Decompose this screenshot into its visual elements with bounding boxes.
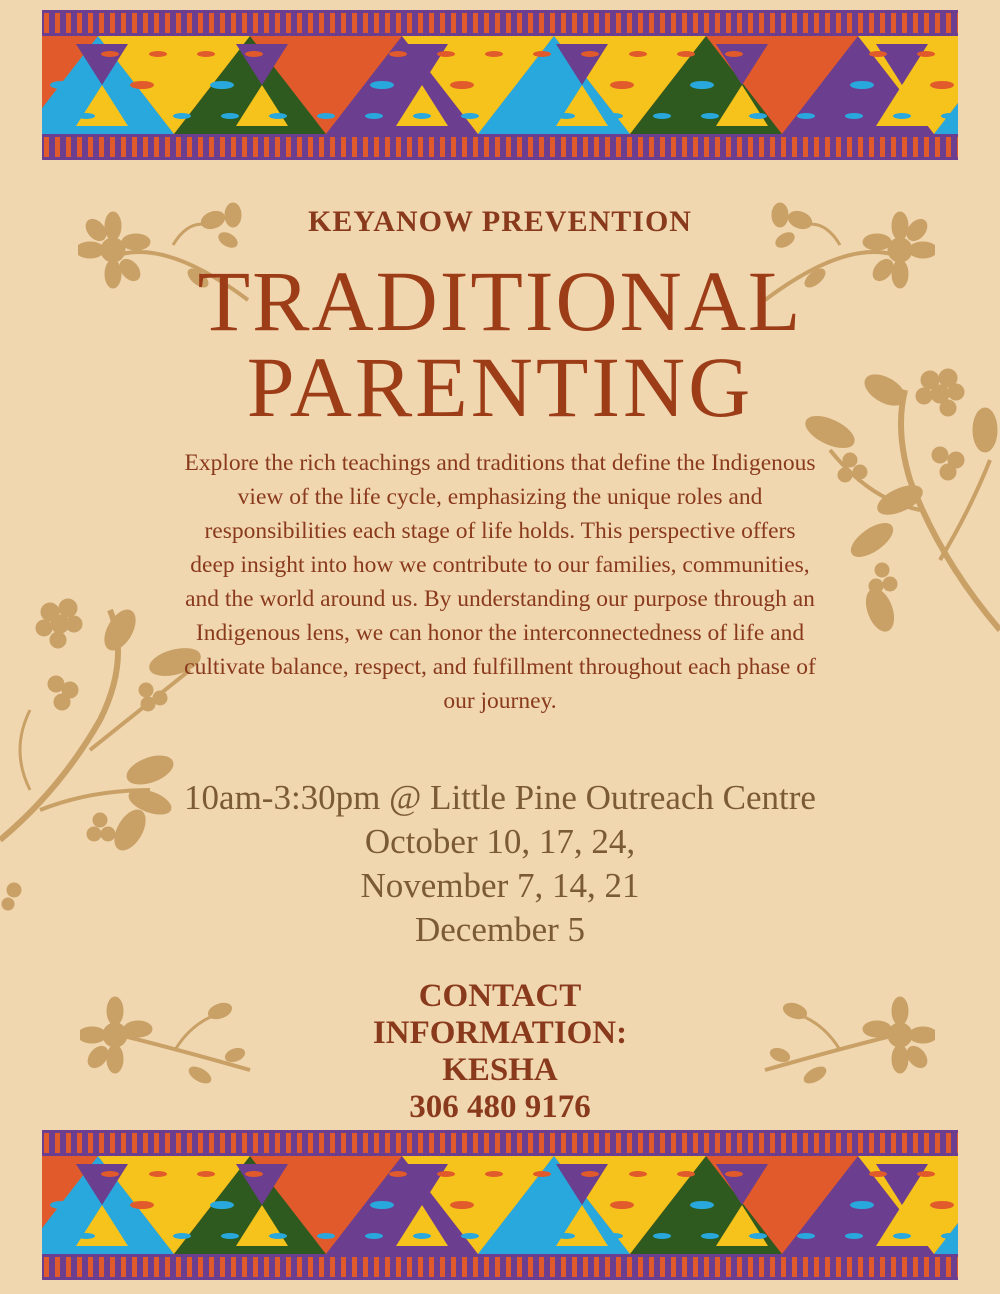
event-description: Explore the rich teachings and traditions that define the Indigenous view of the life cycle, emphasizing the unique roles and responsibilities each stage of life holds. This perspective offers deep insight into how we contribute to our families, communities, and the world around us. By understanding our purpose through an Indigenous lens, we can honor the interconnectedness of life and cultivate balance, respect, and fulfillment throughout each phase of our journey.: [184, 450, 816, 714]
geometric-border-pattern-icon: [42, 10, 958, 160]
event-schedule: [0, 776, 1000, 952]
top-geometric-border: [42, 10, 958, 160]
event-title: [0, 253, 1000, 435]
organization-name: KEYANOW PREVENTION: [308, 205, 692, 238]
contact-information: [0, 978, 1000, 1126]
date-line-november: November 7, 14, 21: [360, 866, 640, 905]
contact-heading-line-2: INFORMATION:: [372, 1015, 628, 1051]
date-line-december: December 5: [414, 910, 586, 949]
contact-name: KESHA: [442, 1052, 558, 1088]
title-line-2: PARENTING: [246, 339, 754, 435]
contact-heading-line-1: CONTACT: [418, 978, 582, 1014]
bottom-geometric-border: [42, 1130, 958, 1280]
time-location: 10am-3:30pm @ Little Pine Outreach Centre: [184, 778, 816, 817]
geometric-border-pattern-icon: [42, 1130, 958, 1280]
title-line-1: TRADITIONAL: [197, 253, 803, 349]
date-line-october: October 10, 17, 24,: [364, 822, 636, 861]
contact-phone: 306 480 9176: [409, 1089, 591, 1125]
